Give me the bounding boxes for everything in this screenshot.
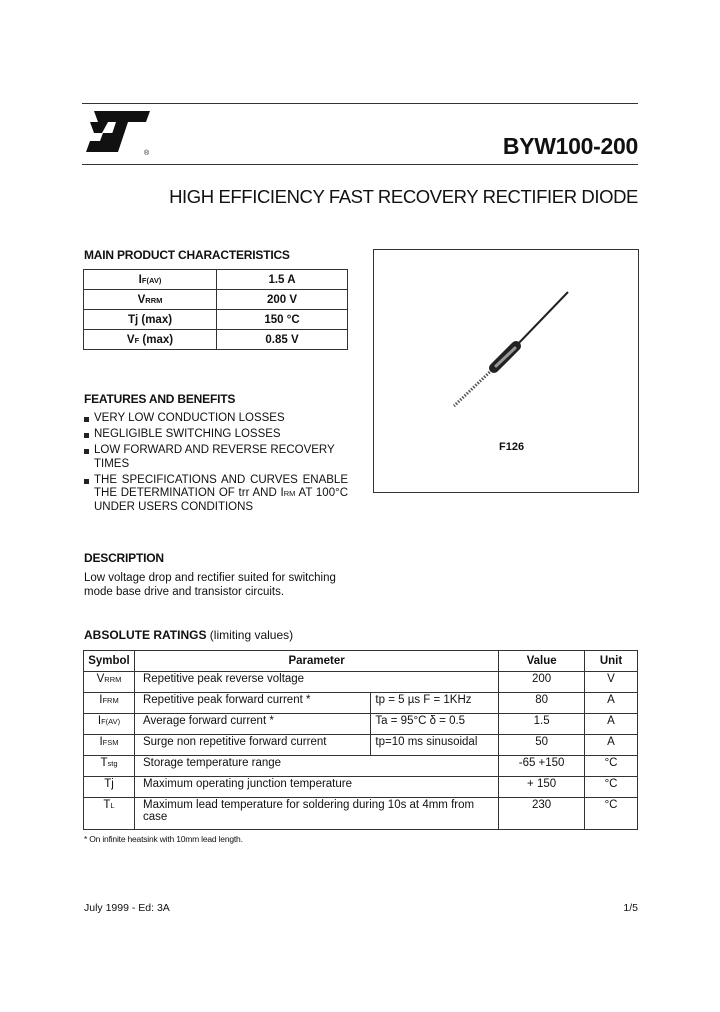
- svg-text:®: ®: [144, 150, 150, 157]
- characteristic-value: 150 °C: [217, 310, 348, 330]
- rating-symbol: IFSM: [84, 735, 135, 756]
- table-row: [84, 756, 638, 777]
- main-characteristics-table: [83, 269, 348, 350]
- footnote: * On infinite heatsink with 10mm lead length.: [84, 834, 243, 844]
- rating-parameter: Average forward current *: [134, 714, 370, 735]
- table-row: [84, 310, 348, 330]
- characteristic-symbol: IF(AV): [84, 270, 217, 290]
- rating-parameter: Surge non repetitive forward current: [134, 735, 370, 756]
- column-header-parameter: Parameter: [134, 651, 498, 672]
- rating-value: 50: [499, 735, 585, 756]
- document-subtitle: HIGH EFFICIENCY FAST RECOVERY RECTIFIER DIODE: [169, 186, 638, 207]
- description-text: Low voltage drop and rectifier suited for switching mode base drive and transistor circuits.: [84, 572, 336, 598]
- rating-symbol: TL: [84, 798, 135, 830]
- rating-condition: Ta = 95°C δ = 0.5: [371, 714, 499, 735]
- rating-symbol: IFRM: [84, 693, 135, 714]
- rating-value: + 150: [499, 777, 585, 798]
- rating-parameter: Maximum lead temperature for soldering during 10s at 4mm from case: [134, 798, 498, 830]
- rating-parameter: Maximum operating junction temperature: [134, 777, 498, 798]
- rating-value: 230: [499, 798, 585, 830]
- rating-value: 200: [499, 672, 585, 693]
- characteristic-symbol: VF (max): [84, 330, 217, 350]
- footer-page: 1/5: [623, 902, 638, 914]
- rating-symbol: Tstg: [84, 756, 135, 777]
- characteristic-value: 0.85 V: [217, 330, 348, 350]
- characteristic-symbol: VRRM: [84, 290, 217, 310]
- table-row: [84, 798, 638, 830]
- rating-symbol: IF(AV): [84, 714, 135, 735]
- table-row: [84, 714, 638, 735]
- rating-condition: tp = 5 µs F = 1KHz: [371, 693, 499, 714]
- package-label: F126: [499, 441, 525, 453]
- rating-unit: V: [585, 672, 638, 693]
- main-characteristics-heading: MAIN PRODUCT CHARACTERISTICS: [84, 248, 290, 262]
- column-header-symbol: Symbol: [84, 651, 135, 672]
- column-header-value: Value: [499, 651, 585, 672]
- bullet-icon: [84, 417, 89, 422]
- table-row: [84, 672, 638, 693]
- characteristic-value: 1.5 A: [217, 270, 348, 290]
- table-row: [84, 330, 348, 350]
- characteristic-symbol: Tj (max): [84, 310, 217, 330]
- rating-symbol: VRRM: [84, 672, 135, 693]
- absolute-ratings-table: [83, 650, 638, 830]
- rating-symbol: Tj: [84, 777, 135, 798]
- table-row: [84, 290, 348, 310]
- bullet-icon: [84, 449, 89, 454]
- table-row: [84, 270, 348, 290]
- list-item: VERY LOW CONDUCTION LOSSES: [84, 412, 348, 426]
- rating-unit: A: [585, 693, 638, 714]
- list-item: LOW FORWARD AND REVERSE RECOVERY TIMES: [84, 444, 348, 471]
- column-header-unit: Unit: [585, 651, 638, 672]
- list-item: NEGLIGIBLE SWITCHING LOSSES: [84, 428, 348, 442]
- part-number: BYW100-200: [502, 133, 638, 159]
- bullet-icon: [84, 433, 89, 438]
- bullet-icon: [84, 479, 89, 484]
- rating-parameter: Repetitive peak forward current *: [134, 693, 370, 714]
- absolute-ratings-heading: ABSOLUTE RATINGS (limiting values): [84, 628, 294, 642]
- features-heading: FEATURES AND BENEFITS: [84, 392, 236, 406]
- rating-unit: A: [585, 714, 638, 735]
- axial-diode-icon: [374, 250, 638, 440]
- top-rule: [82, 103, 638, 104]
- rating-condition: tp=10 ms sinusoidal: [371, 735, 499, 756]
- package-box: [373, 249, 639, 493]
- rating-value: -65 +150: [499, 756, 585, 777]
- rating-unit: °C: [585, 798, 638, 830]
- footer-date: July 1999 - Ed: 3A: [84, 902, 170, 914]
- rating-unit: °C: [585, 756, 638, 777]
- title-rule: [82, 164, 638, 165]
- rating-parameter: Repetitive peak reverse voltage: [134, 672, 498, 693]
- rating-unit: A: [585, 735, 638, 756]
- st-logo-icon: [84, 108, 156, 158]
- rating-value: 80: [499, 693, 585, 714]
- table-row: [84, 777, 638, 798]
- table-row: [84, 693, 638, 714]
- characteristic-value: 200 V: [217, 290, 348, 310]
- description-heading: DESCRIPTION: [84, 551, 164, 565]
- table-row: [84, 735, 638, 756]
- rating-parameter: Storage temperature range: [134, 756, 498, 777]
- features-list: [84, 412, 348, 517]
- rating-value: 1.5: [499, 714, 585, 735]
- list-item: THE SPECIFICATIONS AND CURVES ENABLE THE DETERMINATION OF trr AND IRM AT 100°C UNDER USERS CONDITIONS: [84, 474, 348, 515]
- rating-unit: °C: [585, 777, 638, 798]
